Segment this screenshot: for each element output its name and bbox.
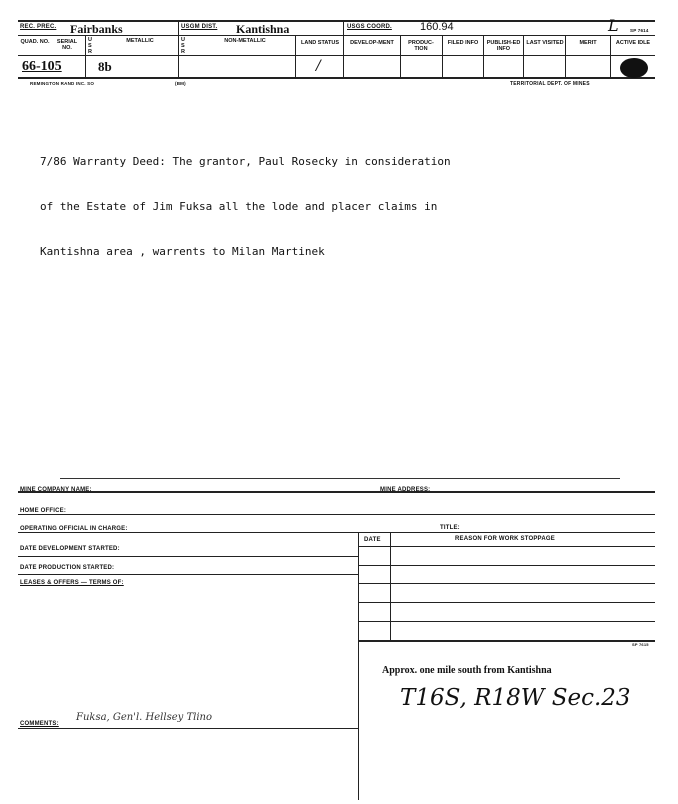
usgm-dist-value: Kantishna xyxy=(236,22,290,36)
comments-label: COMMENTS: xyxy=(20,721,59,727)
form-rule xyxy=(18,574,358,575)
col-sep xyxy=(523,35,524,77)
table-row-rule xyxy=(358,621,655,622)
entry-line: 7/86 Warranty Deed: The grantor, Paul Rosecky in consideration xyxy=(40,155,451,168)
col-sep xyxy=(400,35,401,77)
comments-value: Fuksa, Gen'l. Hellsey Tlino xyxy=(76,712,212,723)
form-no-top: SP 7614 xyxy=(630,28,649,33)
reason-col-header: REASON FOR WORK STOPPAGE xyxy=(455,536,555,542)
date-prod-started-label: DATE PRODUCTION STARTED: xyxy=(20,565,115,571)
mine-company-name-label: MINE COMPANY NAME: xyxy=(20,487,92,493)
row-serial: 8b xyxy=(98,59,112,74)
mine-address-label: MINE ADDRESS: xyxy=(380,487,431,493)
col-serial-no: SERIAL NO. xyxy=(56,39,78,51)
operating-official-label: OPERATING OFFICIAL IN CHARGE: xyxy=(20,526,128,532)
col-metallic-codes: U S R xyxy=(88,37,92,55)
home-office-label: HOME OFFICE: xyxy=(20,508,67,514)
col-sep xyxy=(483,35,484,77)
table-divider xyxy=(390,532,391,640)
col-merit: MERIT xyxy=(579,40,597,46)
table-row-rule xyxy=(358,583,655,584)
col-metallic: METALLIC xyxy=(126,38,154,44)
form-rule xyxy=(18,728,358,729)
col-nonmetallic-codes: U S R xyxy=(181,37,185,55)
card-letter: L xyxy=(608,16,619,35)
fold-line xyxy=(60,478,620,479)
col-land-status: LAND STATUS xyxy=(301,40,339,46)
col-development: DEVELOP-MENT xyxy=(350,40,394,46)
rec-prec-label: REC. PREC. xyxy=(20,24,57,30)
dept-name: TERRITORIAL DEPT. OF MINES xyxy=(510,81,590,87)
table-row-rule xyxy=(358,640,655,642)
title-label: TITLE: xyxy=(440,525,460,531)
entry-line: of the Estate of Jim Fuksa all the lode and placer claims in xyxy=(40,200,438,213)
col-quad-no: QUAD. NO. xyxy=(20,39,50,45)
entry-line: Kantishna area , warrents to Milan Martinek xyxy=(40,245,325,258)
punch-hole-mark xyxy=(620,58,648,78)
row-land-status: / xyxy=(316,58,321,74)
rec-prec-value: Fairbanks xyxy=(70,22,123,36)
col-sep xyxy=(178,20,179,77)
printer-code: (BM) xyxy=(175,81,186,86)
row-quad: 66-105 xyxy=(22,59,62,74)
form-rule xyxy=(18,556,358,557)
col-production: PRODUC-TION xyxy=(408,40,434,52)
col-active-idle: ACTIVE IDLE xyxy=(615,40,651,46)
col-non-metallic: NON-METALLIC xyxy=(224,38,266,44)
table-row-rule xyxy=(358,602,655,603)
col-sep xyxy=(610,35,611,77)
col-published-info: PUBLISH-ED INFO xyxy=(486,40,521,52)
form-rule xyxy=(18,532,655,533)
col-last-visited: LAST VISITED xyxy=(526,40,564,46)
col-sep xyxy=(295,35,296,77)
card-header-rule xyxy=(18,55,655,56)
table-divider xyxy=(358,532,359,800)
form-rule xyxy=(18,514,655,515)
date-dev-started-label: DATE DEVELOPMENT STARTED: xyxy=(20,546,120,552)
form-no-bottom: SP 7615 xyxy=(632,642,649,647)
date-col-header: DATE xyxy=(364,537,381,543)
table-row-rule xyxy=(358,565,655,566)
location-typed: Approx. one mile south from Kantishna xyxy=(382,665,552,676)
col-sep xyxy=(565,35,566,77)
printer-note: REMINGTON RAND INC. SO xyxy=(30,81,95,86)
col-sep xyxy=(442,35,443,77)
usgs-coord-value: 160.94 xyxy=(420,21,454,33)
col-filed-info: FILED INFO xyxy=(447,40,479,46)
form-rule xyxy=(18,491,655,493)
table-row-rule xyxy=(358,546,655,547)
location-handwritten: T16S, R18W Sec.23 xyxy=(400,685,631,711)
leases-label: LEASES & OFFERS — TERMS OF: xyxy=(20,580,124,586)
usgm-dist-label: USGM DIST. xyxy=(181,24,218,30)
col-sep xyxy=(343,20,344,77)
warranty-deed-entry xyxy=(40,124,451,274)
card-bottom-rule xyxy=(18,77,655,79)
usgs-coord-label: USGS COORD. xyxy=(347,24,392,30)
col-sep xyxy=(85,35,86,77)
